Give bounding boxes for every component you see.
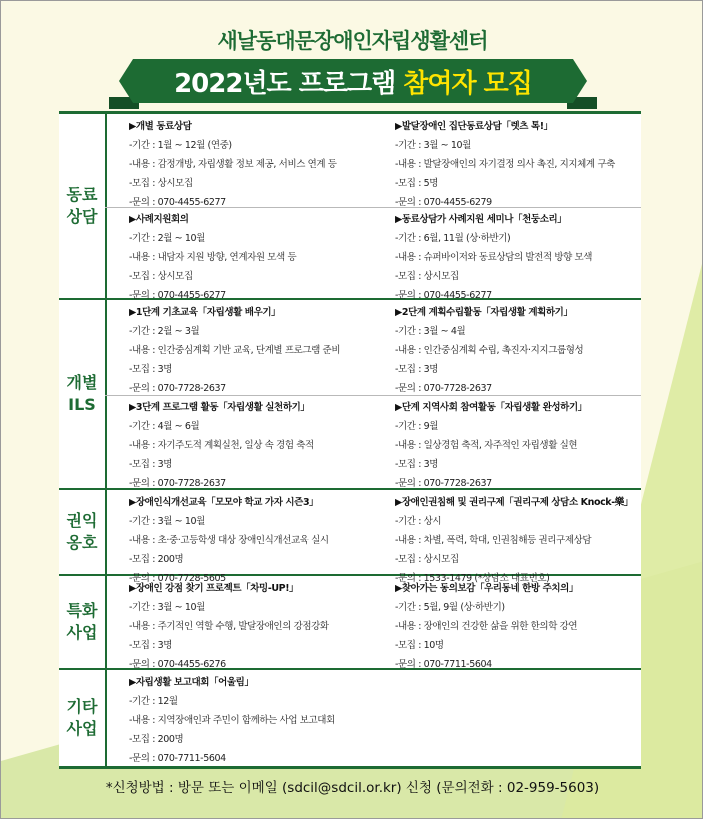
program-detail: -기간 : 2월 ~ 10월 <box>129 233 205 244</box>
program-detail: -모집 : 상시모집 <box>395 554 459 565</box>
program-detail: -기간 : 4월 ~ 6월 <box>129 421 200 432</box>
program-item <box>129 398 391 493</box>
program-detail: -문의 : 070-4455-6277 <box>129 290 226 301</box>
program-detail: -기간 : 3월 ~ 4월 <box>395 326 466 337</box>
program-title: ▶장애인식개선교육「모모야 학교 가자 시즌3」 <box>129 497 319 508</box>
program-detail: -내용 : 발달장애인의 자기결정 의사 촉진, 지지체계 구축 <box>395 159 615 170</box>
program-title: ▶찾아가는 동의보감「우리동네 한방 주치의」 <box>395 583 579 594</box>
category-label: 개별 ILS <box>59 300 107 488</box>
program-detail: -기간 : 3월 ~ 10월 <box>395 140 471 151</box>
program-item <box>395 493 635 588</box>
page-title <box>119 63 587 100</box>
program-detail: -기간 : 3월 ~ 10월 <box>129 516 205 527</box>
program-detail: -모집 : 상시모집 <box>129 178 193 189</box>
program-detail: -문의 : 070-7711-5604 <box>395 659 492 670</box>
program-detail: -내용 : 슈퍼바이저와 동료상담의 발전적 방향 모색 <box>395 252 593 263</box>
program-item <box>129 493 391 588</box>
title-highlight: 참여자 모집 <box>403 69 532 99</box>
program-title: ▶1단계 기초교육「자립생활 배우기」 <box>129 307 281 318</box>
program-detail: -기간 : 6월, 11월 (상·하반기) <box>395 233 511 244</box>
program-detail: -내용 : 일상경험 축적, 자주적인 자립생활 실현 <box>395 440 578 451</box>
category-label: 특화 사업 <box>59 576 107 668</box>
title-banner <box>119 59 587 103</box>
program-detail: -기간 : 12월 <box>129 696 178 707</box>
program-detail: -문의 : 070-7711-5604 <box>129 753 226 764</box>
program-detail: -내용 : 주기적인 역할 수행, 발달장애인의 강점강화 <box>129 621 329 632</box>
program-detail: -기간 : 9월 <box>395 421 439 432</box>
application-info: *신청방법 : 방문 또는 이메일 (sdcil@sdcil.or.kr) 신청 (문의전화 : 02-959-5603) <box>105 780 600 796</box>
program-detail: -문의 : 070-4455-6277 <box>395 290 492 301</box>
category-label: 동료 상담 <box>59 114 107 298</box>
program-item <box>395 210 635 305</box>
category-label: 권익 옹호 <box>59 490 107 574</box>
program-detail: -문의 : 070-4455-6277 <box>129 197 226 208</box>
program-detail: -기간 : 1월 ~ 12월 (연중) <box>129 140 232 151</box>
program-detail: -기간 : 5월, 9월 (상·하반기) <box>395 602 505 613</box>
program-title: ▶2단계 계획수립활동「자립생활 계획하기」 <box>395 307 573 318</box>
program-item <box>129 579 391 674</box>
program-title: ▶발달장애인 집단동료상담「렛츠 톡!」 <box>395 121 553 132</box>
program-detail: -내용 : 지역장애인과 주민이 함께하는 사업 보고대회 <box>129 715 335 726</box>
program-detail: -기간 : 상시 <box>395 516 442 527</box>
program-detail: -모집 : 상시모집 <box>129 271 193 282</box>
title-main: 2022년도 프로그램 <box>174 69 396 99</box>
program-title: ▶개별 동료상담 <box>129 121 192 132</box>
program-item <box>395 303 635 398</box>
program-item <box>395 117 635 212</box>
program-title: ▶사례지원회의 <box>129 214 189 225</box>
organization-name: 새날동대문장애인자립생활센터 <box>217 29 488 53</box>
program-detail: -내용 : 초·중·고등학생 대상 장애인식개선교육 실시 <box>129 535 329 546</box>
program-detail: -모집 : 3명 <box>129 640 173 651</box>
program-section <box>59 670 641 766</box>
program-detail: -문의 : 070-7728-5605 <box>129 573 226 584</box>
program-item <box>129 673 391 768</box>
program-item <box>129 303 391 398</box>
program-title: ▶3단계 프로그램 활동「자립생활 실천하기」 <box>129 402 310 413</box>
program-detail: -모집 : 3명 <box>395 459 439 470</box>
program-table <box>59 111 641 769</box>
program-section <box>59 490 641 584</box>
program-item <box>395 579 635 674</box>
program-detail: -문의 : 070-4455-6279 <box>395 197 492 208</box>
program-detail: -문의 : 070-7728-2637 <box>129 478 226 489</box>
program-title: ▶동료상담가 사례지원 세미나「천둥소리」 <box>395 214 567 225</box>
program-title: ▶장애인 강점 찾기 프로젝트「차밍-UP!」 <box>129 583 299 594</box>
program-detail: -내용 : 장애인의 건강한 삶을 위한 한의학 강연 <box>395 621 578 632</box>
program-item <box>395 398 635 493</box>
program-detail: -내용 : 인간중심계획 수립, 촉진자·지지그룹형성 <box>395 345 584 356</box>
program-detail: -내용 : 인간중심계획 기반 교육, 단계별 프로그램 준비 <box>129 345 341 356</box>
program-detail: -모집 : 상시모집 <box>395 271 459 282</box>
program-detail: -모집 : 3명 <box>395 364 439 375</box>
program-detail: -모집 : 10명 <box>395 640 444 651</box>
program-detail: -모집 : 3명 <box>129 459 173 470</box>
program-detail: -내용 : 내담자 지원 방향, 연계자원 모색 등 <box>129 252 297 263</box>
program-detail: -모집 : 3명 <box>129 364 173 375</box>
program-detail: -문의 : 070-7728-2637 <box>395 383 492 394</box>
program-detail: -문의 : 070-7728-2637 <box>395 478 492 489</box>
program-detail: -문의 : 070-4455-6276 <box>129 659 226 670</box>
program-title: ▶자립생활 보고대회「어울림」 <box>129 677 254 688</box>
program-item <box>129 210 391 305</box>
program-detail: -모집 : 200명 <box>129 554 184 565</box>
program-detail: -내용 : 자기주도적 계획실천, 일상 속 경험 축적 <box>129 440 314 451</box>
program-detail: -문의 : 070-7728-2637 <box>129 383 226 394</box>
program-detail: -모집 : 200명 <box>129 734 184 745</box>
program-detail: -내용 : 차별, 폭력, 학대, 인권침해등 권리구제상담 <box>395 535 592 546</box>
program-section <box>59 114 641 300</box>
program-detail: -내용 : 감정개방, 자립생활 정보 제공, 서비스 연계 등 <box>129 159 337 170</box>
program-section <box>59 300 641 490</box>
program-section <box>59 576 641 670</box>
category-label: 기타 사업 <box>59 670 107 766</box>
program-detail: -문의 : 1533-1479 (*상담소 대표번호) <box>395 573 550 584</box>
program-item <box>129 117 391 212</box>
program-detail: -기간 : 3월 ~ 10월 <box>129 602 205 613</box>
program-detail: -모집 : 5명 <box>395 178 439 189</box>
program-title: ▶장애인권침해 및 권리구제「권리구제 상담소 Knock-樂」 <box>395 497 633 508</box>
program-detail: -기간 : 2월 ~ 3월 <box>129 326 200 337</box>
program-title: ▶단계 지역사회 참여활동「자립생활 완성하기」 <box>395 402 587 413</box>
